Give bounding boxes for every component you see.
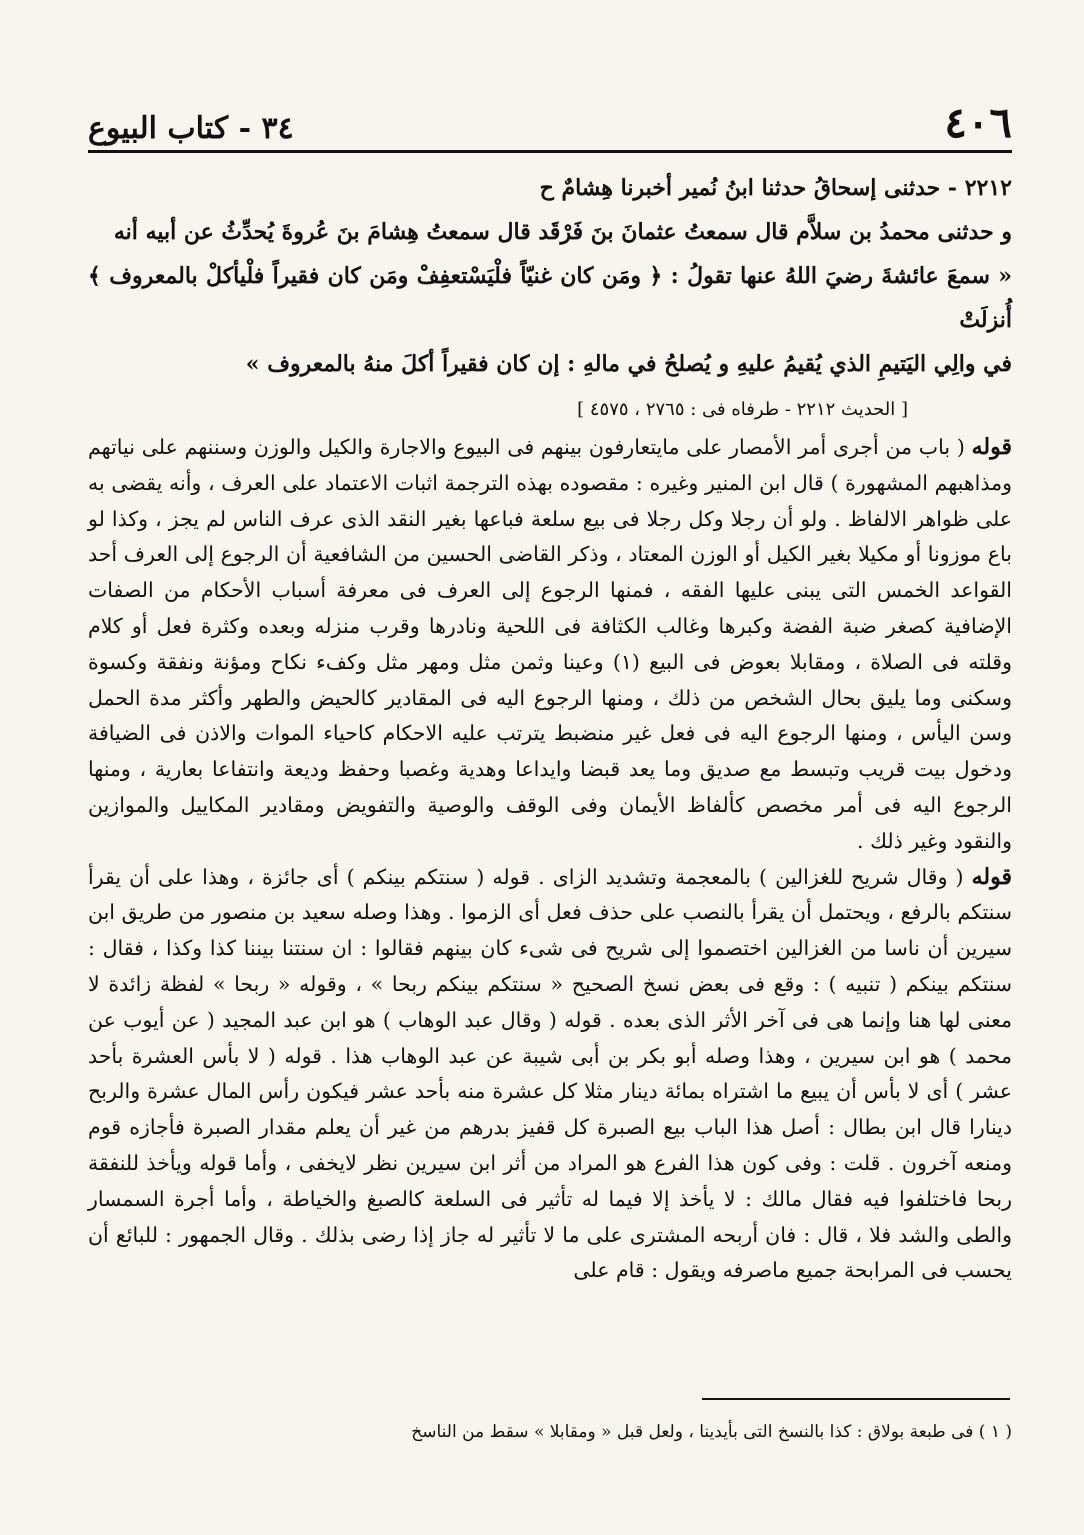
commentary-keyword: قوله	[971, 434, 1012, 460]
hadith-line: و حدثنى محمدُ بن سلاَّم قال سمعتُ عثمانَ بنَ فَرْقَد قال سمعتُ هِشامَ بنَ عُروةَ يُحدِّثُ عن أبيه أنه	[113, 219, 1012, 245]
page-header	[88, 92, 1012, 147]
header-divider	[88, 150, 1012, 153]
page-number: ٤٠٦	[944, 98, 1012, 147]
hadith-line: « سمعَ عائشةَ رضيَ اللهُ عنها تقولُ : ﴿ ومَن كان غنيّاً فلْيَسْتعفِفْ ومَن كان فقيراً فلْيأكلْ بالمعروف ﴾ أُنزلَتْ	[88, 263, 1012, 333]
commentary-paragraph	[88, 430, 1012, 860]
hadith-line: في والِي اليَتيمِ الذي يُقيمُ عليهِ و يُصلحُ في مالهِ : إن كان فقيراً أكلَ منهُ بالمعروف »	[245, 351, 1012, 377]
footnote-divider	[702, 1398, 1010, 1400]
commentary-paragraph	[88, 860, 1012, 1290]
commentary-keyword: قوله	[971, 863, 1012, 890]
hadith-text	[88, 166, 1012, 386]
hadith-reference: [ الحديث ٢٢١٢ - طرفاه فى : ٢٧٦٥ ، ٤٥٧٥ ]	[577, 399, 908, 420]
hadith-line: ٢٢١٢ - حدثنى إسحاقُ حدثنا ابنُ نُمير أخبرنا هِشامٌ ح	[539, 175, 1012, 201]
commentary-text: ( باب من أجرى أمر الأمصار على مايتعارفون بينهم فى البيوع والاجارة والكيل والوزن وسننهم على نياتهم ومذاهبهم المشهورة ) قال ابن المنير وغيره : مقصوده بهذه الترجمة اثبات الاعتماد على العرف ، وأنه يقضى به على ظواهر الالفاظ . ولو أن رجلا وكل رجلا فى بيع سلعة فباعها بغير النقد الذى عرف الناس لم يجز ، وكذا لو باع موزونا أو مكيلا بغير الكيل أو الوزن المعتاد ، وذكر القاضى الحسين من الشافعية أن الرجوع إلى العرف أحد القواعد الخمس التى يبنى عليها الفقه ، فمنها الرجوع إلى العرف فى معرفة أسباب الأحكام من الصفات الإضافية كصغر ضبة الفضة وكبرها وغالب الكثافة فى اللحية ونادرها وقرب منزله وبعده وكثرة فعل أو كلام وقلته فى الصلاة ، ومقابلا بعوض فى البيع (١) وعينا وثمن مثل ومهر مثل وكفء نكاح ومؤنة ونفقة وكسوة وسكنى وما يليق بحال الشخص من ذلك ، ومنها الرجوع اليه فى المقادير كالحيض والطهر وأكثر مدة الحمل وسن اليأس ، ومنها الرجوع اليه فى فعل غير منضبط يترتب عليه الاحكام كاحياء الموات والاذن فى الضيافة ودخول بيت قريب وتبسط مع صديق وما يعد قبضا وايداعا وهدية وغصبا وحفظ وديعة وانتفاعا بعارية ، ومنها الرجوع اليه فى أمر مخصص كألفاظ الأيمان وفى الوقف والوصية والتفويض ومقادير المكاييل والموازين والنقود وغير ذلك .	[88, 435, 1012, 853]
book-title: ٣٤ - كتاب البيوع	[88, 111, 294, 146]
commentary-text: ( وقال شريح للغزالين ) بالمعجمة وتشديد الزاى . قوله ( سنتكم بينكم ) أى جائزة ، وهذا على أن يقرأ سنتكم بالرفع ، ويحتمل أن يقرأ بالنصب على حذف فعل أى الزموا . وهذا وصله سعيد بن منصور من طريق ابن سيرين أن ناسا من الغزالين اختصموا إلى شريح فى شىء كان بينهم فقالوا : ان سنتنا بيننا كذا وكذا ، فقال : سنتكم بينكم ( تنبيه ) : وقع فى بعض نسخ الصحيح « سنتكم بينكم ربحا » ، وقوله « ربحا » لفظة زائدة لا معنى لها هنا وإنما هى فى آخر الأثر الذى بعده . قوله ( وقال عبد الوهاب ) هو ابن عبد المجيد ( عن أيوب عن محمد ) هو ابن سيرين ، وهذا وصله أبو بكر بن أبى شيبة عن عبد الوهاب هذا . قوله ( لا بأس العشرة بأحد عشر ) أى لا بأس أن يبيع ما اشتراه بمائة دينار مثلا كل عشرة منه بأحد عشر فيكون رأس المال عشرة والربح دينارا قال ابن بطال : أصل هذا الباب بيع الصبرة كل قفيز بدرهم من غير أن يعلم مقدار الصبرة فأجازه قوم ومنعه آخرون . قلت : وفى كون هذا الفرع هو المراد من أثر ابن سيرين نظر لايخفى ، وأما قوله ويأخذ للنفقة ربحا فاختلفوا فيه فقال مالك : لا يأخذ إلا فيما له تأثير فى السلعة كالصبغ والخياطة ، وأما أجرة السمسار والطى والشد فلا ، قال : فان أربحه المشترى على ما لا تأثير له جاز إذا رضى بذلك . وقال الجمهور : للبائع أن يحسب فى المرابحة جميع ماصرفه ويقول : قام على	[88, 864, 1012, 1283]
footnote: ( ١ ) فى طبعة بولاق : كذا بالنسخ التى بأيدينا ، ولعل قبل « ومقابلا » سقط من الناسخ	[411, 1422, 1012, 1442]
commentary	[88, 430, 1012, 1289]
